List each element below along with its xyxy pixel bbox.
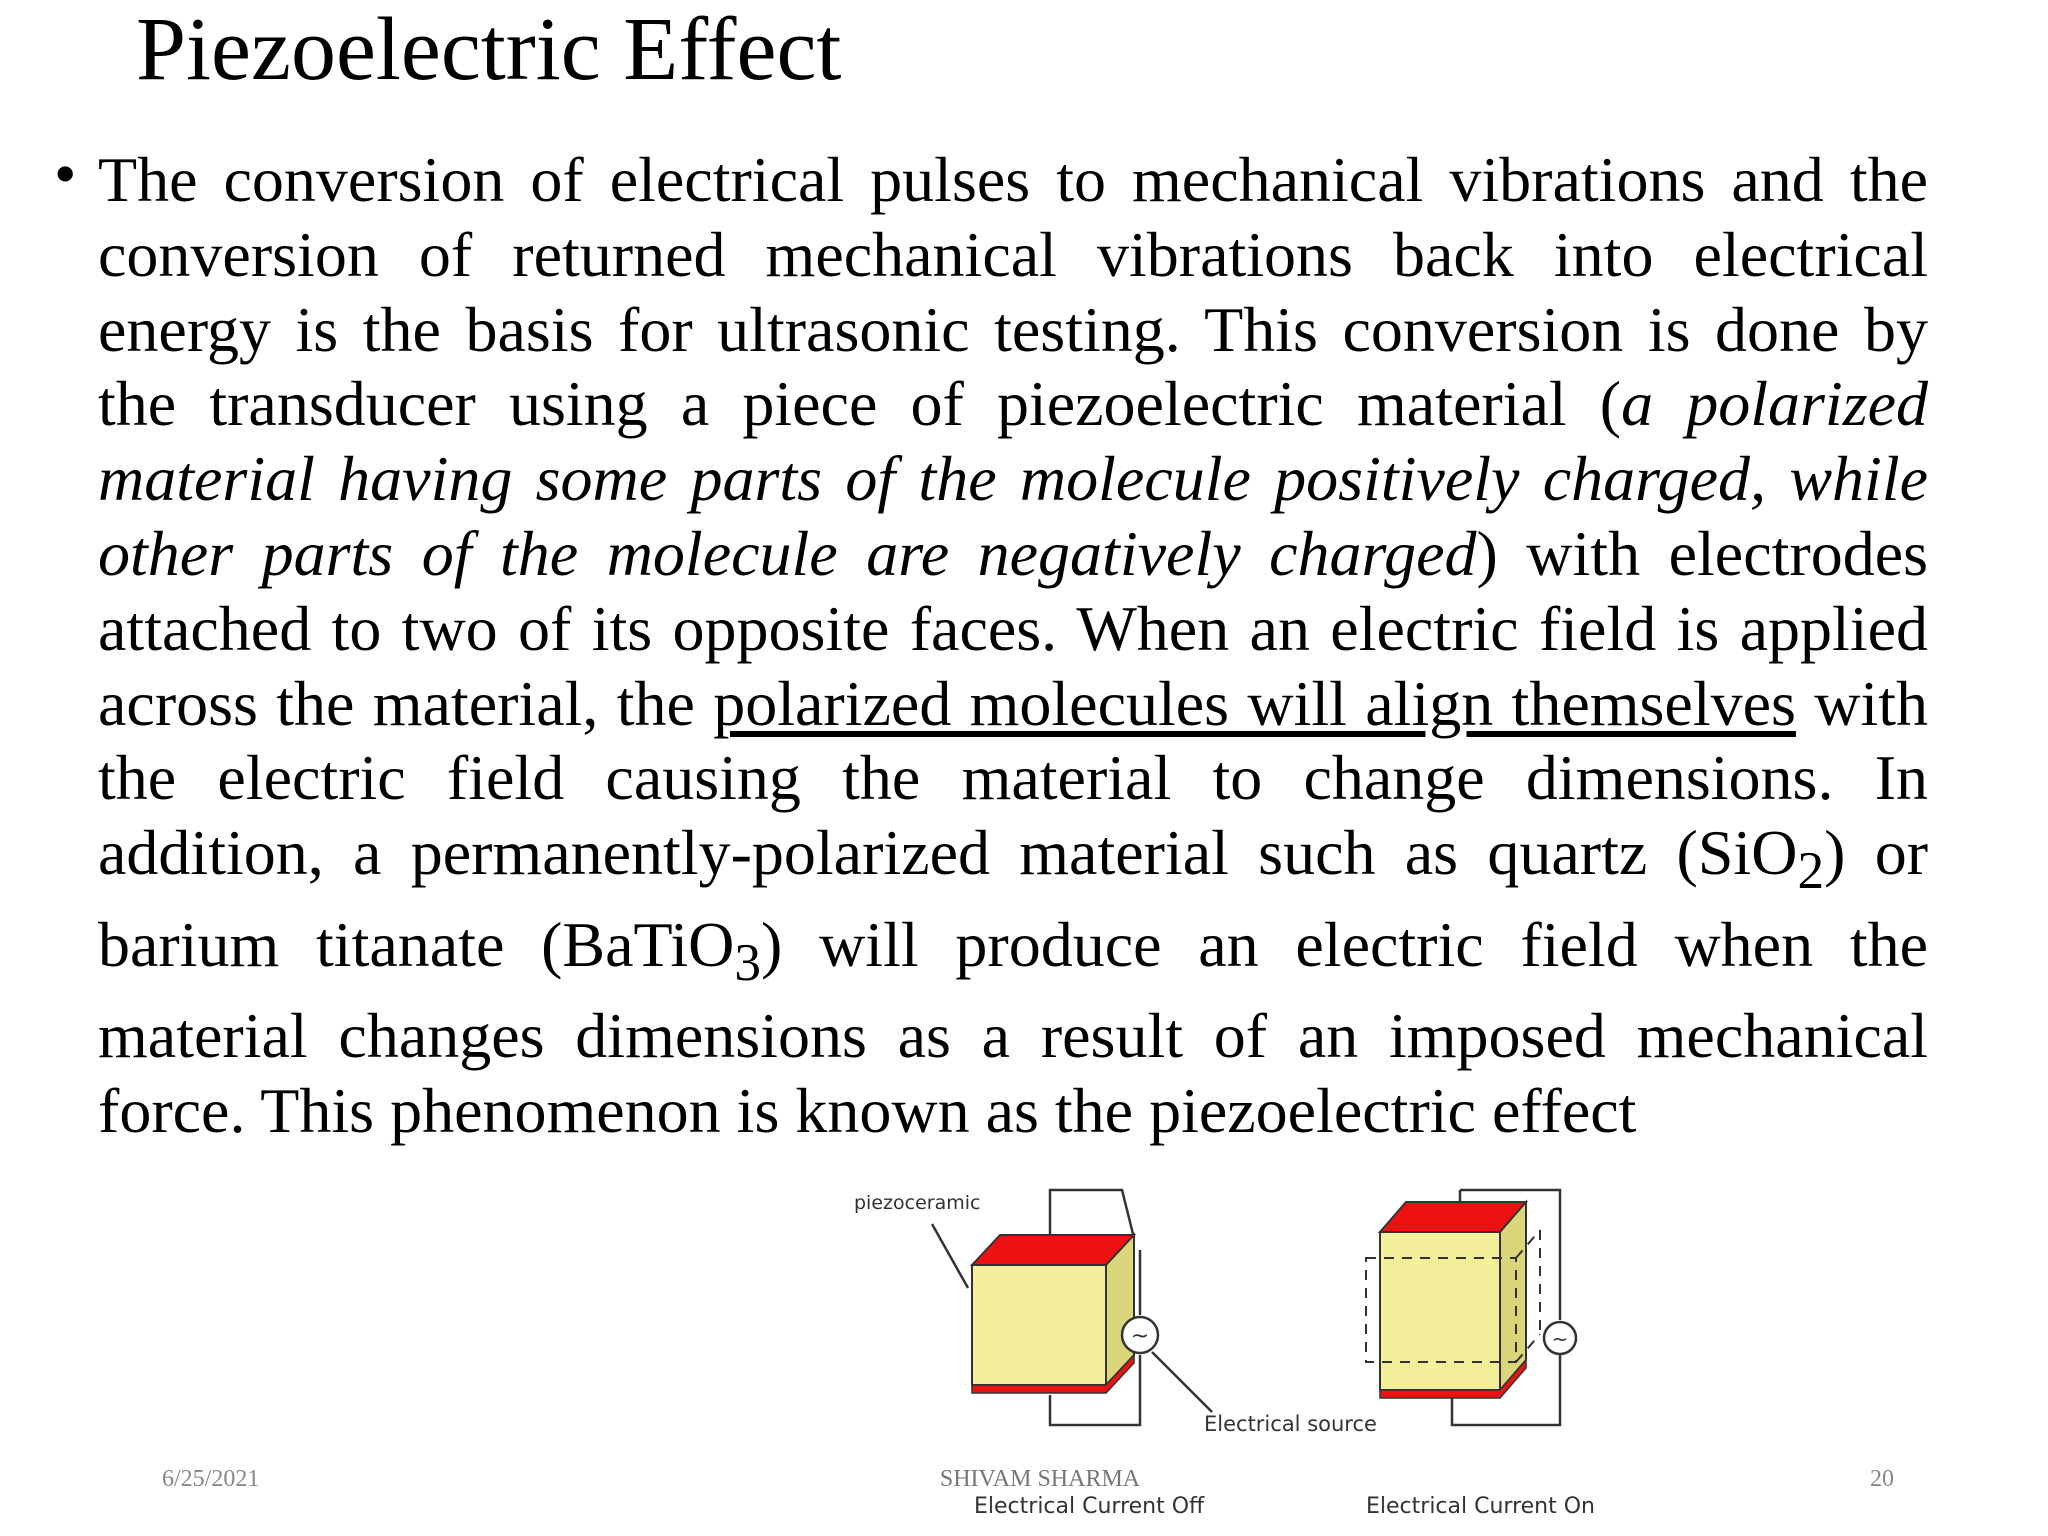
slide-title: Piezoelectric Effect <box>136 0 842 99</box>
current-off-assembly <box>932 1190 1212 1425</box>
source-leader-line <box>1152 1352 1212 1412</box>
label-electrical-source: Electrical source <box>1204 1412 1377 1436</box>
subscript-3: 3 <box>734 931 762 992</box>
paragraph-text-4: ) or barium titanate (BaTiO <box>98 817 1929 980</box>
footer-author: SHIVAM SHARMA <box>939 1466 1141 1492</box>
piezoceramic-leader-line <box>932 1224 968 1288</box>
paragraph-text-2: ) with electrodes attached to two of its opposite faces. When an electric field is applied across the material, the <box>98 517 1929 739</box>
underlined-phrase: polarized molecules will align themselves <box>713 667 1796 739</box>
footer-page-number: 20 <box>1870 1466 1894 1492</box>
on-ceramic-front <box>1380 1232 1500 1390</box>
off-source-tilde: ~ <box>1130 1324 1150 1349</box>
label-current-off: Electrical Current Off <box>974 1494 1205 1519</box>
off-ceramic-front <box>972 1265 1106 1385</box>
bullet-paragraph <box>98 143 1928 1149</box>
label-piezoceramic: piezoceramic <box>854 1192 981 1214</box>
on-source-tilde: ~ <box>1551 1327 1569 1351</box>
paragraph-text-5: ) will produce an electric field when the material changes dimensions as a result of an imposed mechanical force. This phenomenon is known as the piezoelectric effect <box>98 908 1929 1147</box>
paragraph-text-1: The conversion of electrical pulses to mechanical vibrations and the conversion of returned mechanical vibrations back into electrical energy is the basis for ultrasonic testing. This conversion is done by the transducer using a piece of piezoelectric material ( <box>98 144 1928 440</box>
label-current-on: Electrical Current On <box>1366 1494 1595 1519</box>
bullet-marker: • <box>54 138 77 209</box>
paragraph-text-3: with the electric field causing the material to change dimensions. In addition, a permanently-polarized material such as quartz (SiO <box>98 667 1929 889</box>
italic-definition: a polarized material having some parts of the molecule positively charged, while other parts of the molecule are negatively charged <box>98 368 1929 589</box>
footer-date: 6/25/2021 <box>162 1466 260 1492</box>
current-on-assembly <box>1366 1190 1576 1425</box>
subscript-2: 2 <box>1797 839 1825 900</box>
